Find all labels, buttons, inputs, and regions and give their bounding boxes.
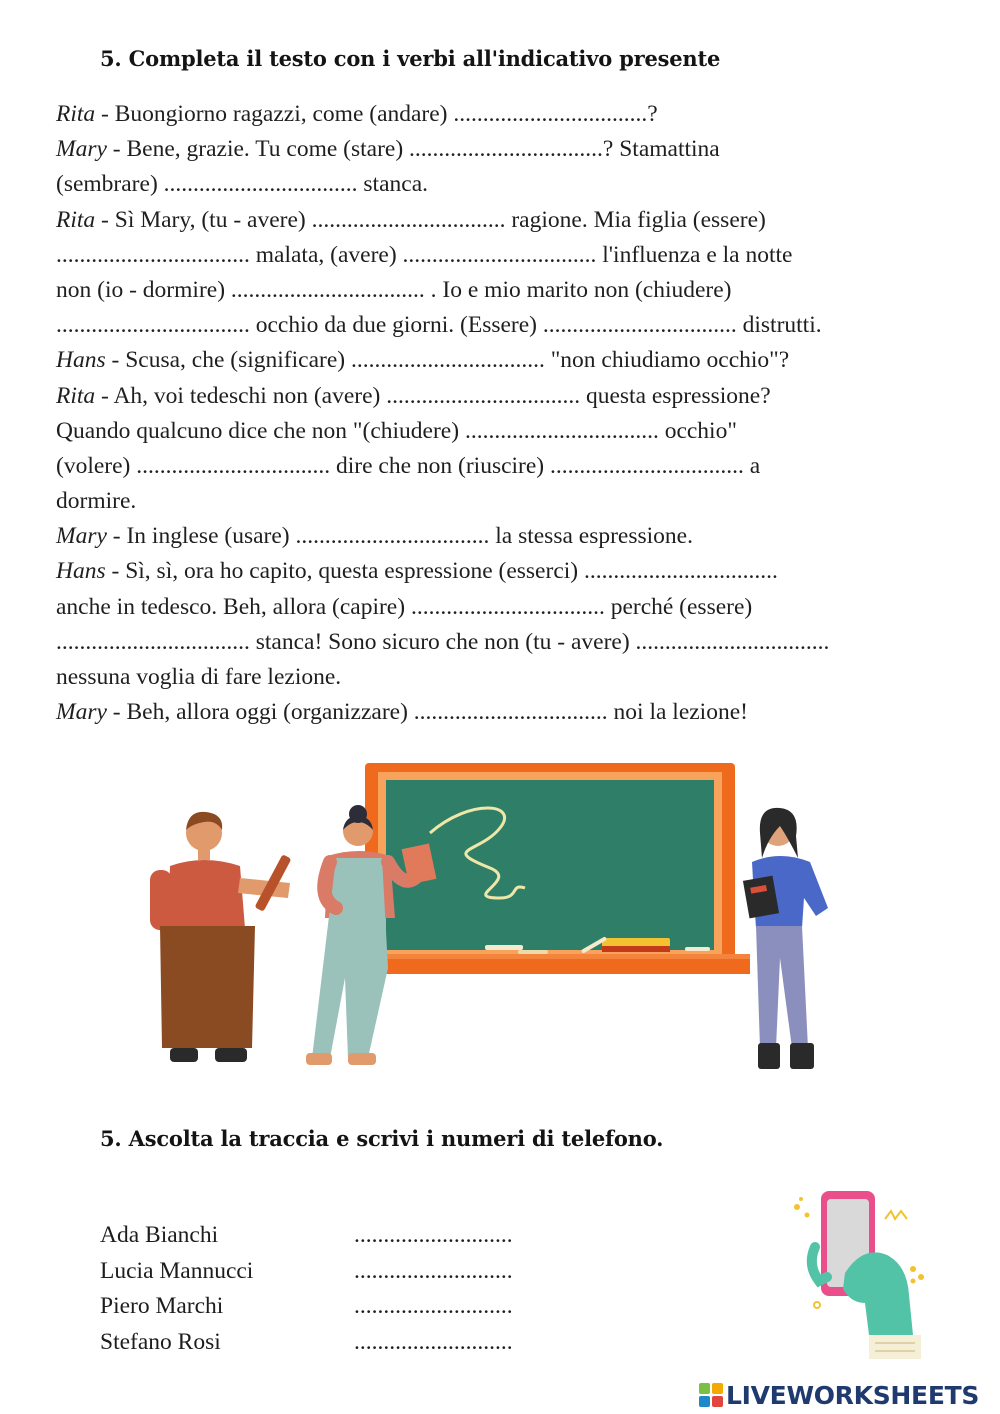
speaker-name: Rita: [56, 382, 96, 409]
answer-blank[interactable]: [386, 379, 580, 414]
dialogue-text-segment: stanca! Sono sicuro che non (tu - avere): [249, 628, 636, 655]
dialogue-text-segment: nessuna voglia di fare lezione.: [56, 664, 342, 690]
dialogue-line: [56, 273, 936, 308]
contact-name: Stefano Rosi: [100, 1328, 221, 1355]
answer-blank[interactable]: [136, 449, 330, 484]
dialogue-line: [56, 132, 936, 167]
answer-blank[interactable]: [351, 343, 545, 378]
answer-blank[interactable]: [453, 97, 647, 132]
dialogue-text-segment: (volere): [56, 452, 137, 479]
dialogue-text-segment: ? Stamattina: [602, 136, 720, 163]
dialogue-line: [56, 414, 936, 449]
dialogue-text-segment: l'influenza e la notte: [596, 241, 793, 268]
exercise-1-title: 5. Completa il testo con i verbi all'indicativo presente: [100, 46, 721, 71]
dialogue-line: [56, 379, 936, 414]
dialogue-text-segment: non (io - dormire): [56, 276, 231, 303]
dialogue-text-segment: - Buongiorno ragazzi, come (andare): [95, 101, 454, 127]
dialogue-text-segment: "non chiudiamo occhio"?: [544, 347, 790, 374]
dialogue-line: [56, 203, 936, 238]
dialogue-line: [56, 238, 936, 273]
dialogue-text-segment: malata, (avere): [249, 241, 403, 268]
answer-blank[interactable]: [56, 238, 250, 273]
dialogue-text-segment: - In inglese (usare): [106, 523, 296, 550]
answer-blank[interactable]: [414, 695, 608, 730]
exercise-2-title: 5. Ascolta la traccia e scrivi i numeri di telefono.: [100, 1126, 664, 1151]
dialogue-text-segment: la stessa espressione.: [489, 523, 693, 550]
phone-blank[interactable]: [354, 1218, 513, 1254]
dialogue-line: [56, 660, 936, 695]
dialogue-text-segment: questa espressione?: [580, 382, 771, 409]
dialogue-line: [56, 343, 936, 378]
dialogue-text-segment: anche in tedesco. Beh, allora (capire): [56, 593, 411, 620]
phone-hand-illustration: [785, 1185, 935, 1365]
answer-blank[interactable]: [636, 625, 830, 660]
dialogue-text: [56, 97, 936, 730]
dialogue-text-segment: ?: [647, 101, 658, 127]
contact-name: Lucia Mannucci: [100, 1257, 254, 1284]
dialogue-text-segment: - Sì, sì, ora ho capito, questa espressione (esserci): [105, 558, 584, 585]
phone-blank[interactable]: [354, 1289, 513, 1325]
dialogue-line: [56, 167, 936, 202]
dialogue-line: [56, 695, 936, 730]
phone-blank[interactable]: [354, 1325, 513, 1361]
liveworksheets-brand: [698, 1380, 979, 1410]
answer-blank[interactable]: [465, 414, 659, 449]
dialogue-line: [56, 484, 936, 519]
answer-blank[interactable]: [231, 273, 425, 308]
dialogue-text-segment: ragione. Mia figlia (essere): [505, 206, 766, 233]
dialogue-text-segment: dormire.: [56, 488, 137, 515]
speaker-name: Mary: [56, 699, 107, 726]
answer-blank[interactable]: [164, 167, 358, 202]
dialogue-text-segment: dire che non (riuscire): [330, 452, 551, 479]
dialogue-text-segment: distrutti.: [736, 312, 822, 339]
dialogue-text-segment: a: [743, 452, 761, 479]
dialogue-line: [56, 554, 936, 589]
dialogue-line: [56, 449, 936, 484]
answer-blank[interactable]: [56, 625, 250, 660]
contact-name: Piero Marchi: [100, 1293, 224, 1319]
dialogue-text-segment: - Scusa, che (significare): [105, 347, 351, 374]
speaker-name: Mary: [56, 136, 107, 163]
classroom-illustration: [140, 758, 860, 1078]
speaker-name: Rita: [56, 206, 96, 233]
dialogue-text-segment: - Bene, grazie. Tu come (stare): [106, 136, 410, 163]
dialogue-line: [56, 519, 936, 554]
dialogue-text-segment: perché (essere): [604, 593, 753, 620]
speaker-name: Rita: [56, 101, 96, 127]
speaker-name: Hans: [56, 558, 106, 585]
answer-blank[interactable]: [543, 308, 737, 343]
answer-blank[interactable]: [56, 308, 250, 343]
dialogue-text-segment: . Io e mio marito non (chiudere): [424, 276, 732, 303]
speaker-name: Hans: [56, 347, 106, 374]
liveworksheets-logo-icon: [698, 1382, 724, 1408]
dialogue-text-segment: (sembrare): [56, 171, 164, 198]
dialogue-text-segment: - Ah, voi tedeschi non (avere): [95, 382, 387, 409]
dialogue-text-segment: occhio": [658, 417, 737, 444]
dialogue-text-segment: - Sì Mary, (tu - avere): [95, 206, 312, 233]
dialogue-line: [56, 97, 936, 132]
answer-blank[interactable]: [312, 203, 506, 238]
phone-blank[interactable]: [354, 1254, 513, 1290]
answer-blank[interactable]: [403, 238, 597, 273]
answer-blank[interactable]: [411, 590, 605, 625]
dialogue-text-segment: occhio da due giorni. (Essere): [249, 312, 543, 339]
dialogue-text-segment: stanca.: [357, 171, 428, 198]
answer-blank[interactable]: [409, 132, 603, 167]
answer-blank[interactable]: [550, 449, 744, 484]
brand-text: LIVEWORKSHEETS: [726, 1380, 980, 1410]
speaker-name: Mary: [56, 523, 107, 550]
contact-name: Ada Bianchi: [100, 1222, 219, 1248]
dialogue-line: [56, 308, 936, 343]
dialogue-text-segment: Quando qualcuno dice che non "(chiudere): [56, 417, 465, 444]
dialogue-text-segment: noi la lezione!: [607, 699, 748, 726]
dialogue-line: [56, 625, 936, 660]
dialogue-text-segment: - Beh, allora oggi (organizzare): [106, 699, 414, 726]
answer-blank[interactable]: [295, 519, 489, 554]
answer-blank[interactable]: [584, 554, 778, 589]
dialogue-line: [56, 590, 936, 625]
